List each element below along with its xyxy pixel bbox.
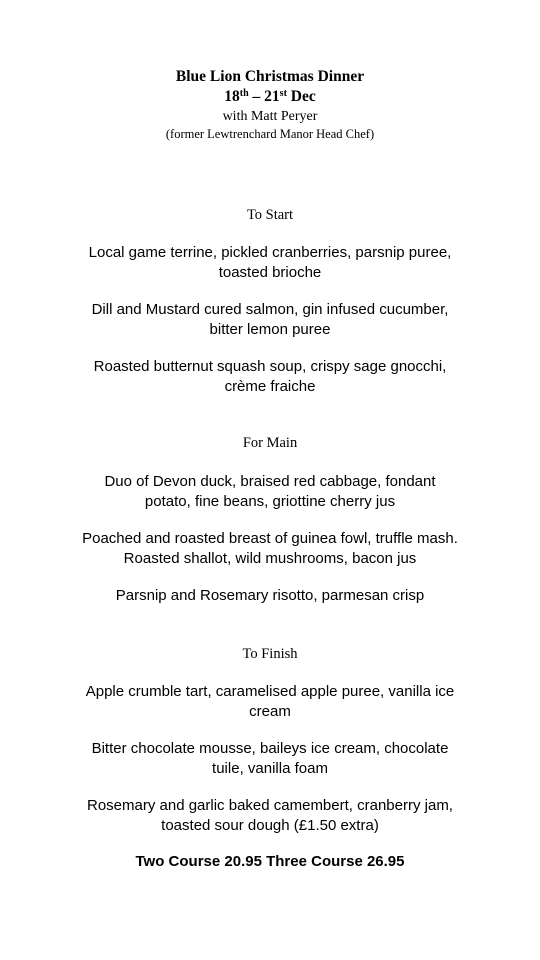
dish-line: tuile, vanilla foam [212, 759, 328, 777]
section-heading-starters: To Start [246, 207, 294, 223]
dish-item [40, 243, 500, 282]
dish-line: Bitter chocolate mousse, baileys ice cream, chocolate [91, 740, 449, 757]
date-end-day: 21 [264, 88, 280, 105]
dish-line: Parsnip and Rosemary risotto, parmesan crisp [115, 587, 425, 604]
dish-line: Poached and roasted breast of guinea fowl, truffle mash. [82, 530, 458, 547]
date-month: Dec [286, 88, 316, 105]
section-heading-mains: For Main [242, 435, 298, 451]
dish-line: Roasted butternut squash soup, crispy sage gnocchi, [93, 358, 447, 375]
date-separator: – [248, 88, 265, 105]
course-pricing: Two Course 20.95 Three Course 26.95 [135, 853, 405, 870]
date-start-day: 18 [224, 88, 240, 105]
dish-line: crème fraiche [224, 377, 316, 395]
dish-line: bitter lemon puree [209, 320, 331, 338]
chef-name: with Matt Peryer [222, 109, 318, 124]
dish-line: Local game terrine, pickled cranberries, parsnip puree, [88, 244, 452, 261]
dish-item [40, 357, 500, 396]
dish-item [40, 796, 500, 835]
dish-item [40, 682, 500, 721]
date-start-suffix: th [239, 88, 249, 99]
dish-item [40, 300, 500, 339]
dish-line: Dill and Mustard cured salmon, gin infused cucumber, [91, 301, 449, 318]
dish-line: potato, fine beans, griottine cherry jus [144, 492, 396, 510]
dish-line: Roasted shallot, wild mushrooms, bacon jus [123, 549, 417, 567]
dish-item [40, 529, 500, 568]
dish-line: Apple crumble tart, caramelised apple puree, vanilla ice [85, 683, 455, 700]
dish-line: Duo of Devon duck, braised red cabbage, fondant [104, 473, 436, 490]
dish-line: Rosemary and garlic baked camembert, cranberry jam, [87, 797, 453, 814]
menu-title: Blue Lion Christmas Dinner [175, 68, 365, 85]
dish-item [40, 472, 500, 511]
date-end-suffix: st [279, 88, 287, 99]
dish-item [40, 586, 500, 606]
event-dates [0, 87, 540, 107]
dish-item [40, 739, 500, 778]
section-heading-desserts: To Finish [242, 646, 298, 662]
menu-header [0, 66, 540, 143]
chef-note: (former Lewtrenchard Manor Head Chef) [165, 127, 375, 141]
dish-line: toasted brioche [218, 263, 322, 281]
dish-line: toasted sour dough (£1.50 extra) [161, 816, 379, 834]
dish-line: cream [249, 702, 291, 720]
